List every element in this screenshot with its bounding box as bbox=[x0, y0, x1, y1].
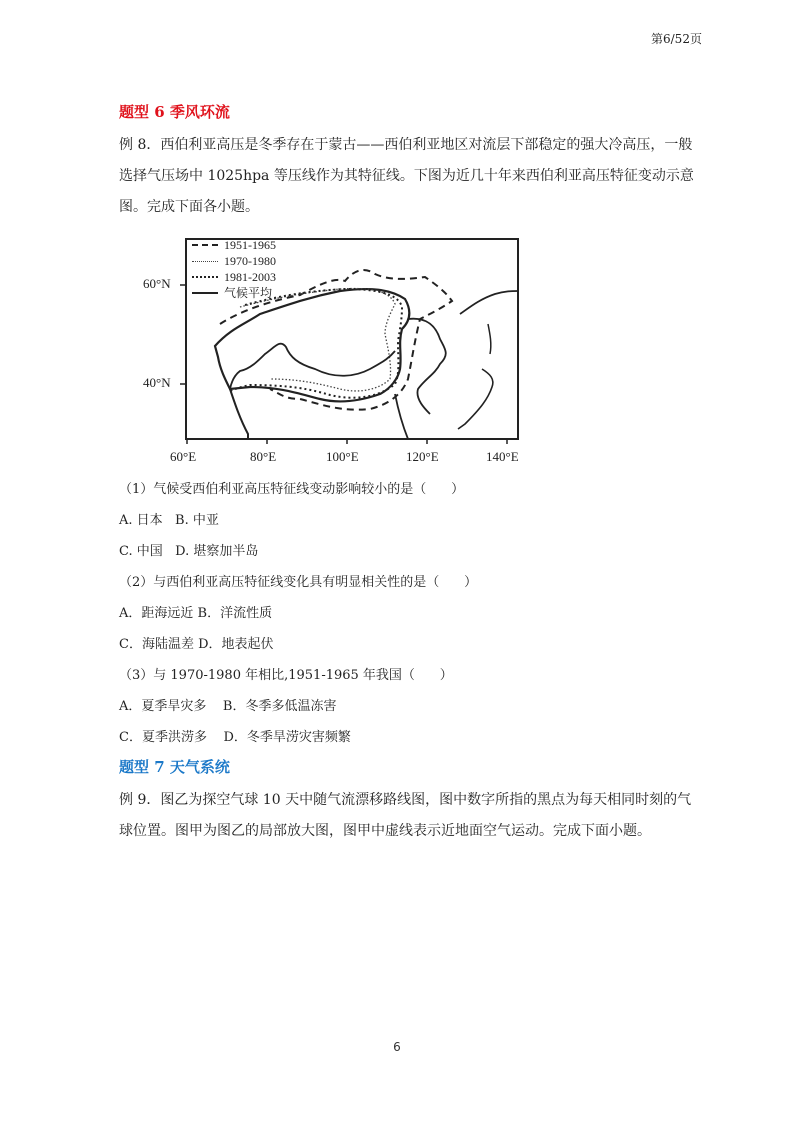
section-heading-weather-systems: 题型 7 天气系统 bbox=[119, 758, 230, 776]
legend-item-1951-1965: 1951-1965 bbox=[192, 237, 276, 253]
question-1-options-ab: A. 日本 B. 中亚 bbox=[119, 513, 219, 528]
dashed-line-icon bbox=[192, 244, 218, 246]
question-3-options-ab: A．夏季旱灾多 B．冬季多低温冻害 bbox=[119, 699, 337, 714]
page-indicator: 第6/52页 bbox=[651, 32, 702, 46]
question-3-options-cd: C．夏季洪涝多 D．冬季旱涝灾害频繁 bbox=[119, 730, 351, 745]
question-2-stem: （2）与西伯利亚高压特征线变化具有明显相关性的是（ ） bbox=[119, 575, 478, 590]
siberian-high-map-figure bbox=[140, 229, 530, 474]
dotted-line-icon bbox=[192, 276, 218, 278]
fine-dotted-line-icon bbox=[192, 261, 218, 262]
x-tick-120e: 120°E bbox=[406, 449, 439, 464]
legend-item-climate-average: 气候平均 bbox=[192, 285, 276, 301]
question-1-stem: （1）气候受西伯利亚高压特征线变动影响较小的是（ ） bbox=[119, 482, 465, 497]
example-9-intro: 例 9．图乙为探空气球 10 天中随气流漂移路线图，图中数字所指的黑点为每天相同时刻的气球位置。图甲为图乙的局部放大图，图甲中虚线表示近地面空气运动。完成下面小题。 bbox=[119, 792, 692, 839]
document-body bbox=[119, 100, 699, 847]
legend-item-1970-1980: 1970-1980 bbox=[192, 253, 276, 269]
example-8-intro: 例 8．西伯利亚高压是冬季存在于蒙古——西伯利亚地区对流层下部稳定的强大冷高压，一般选择气压场中 1025hpa 等压线作为其特征线。下图为近几十年来西伯利亚高压特征变动示意图。完成下面各小题。 bbox=[119, 137, 694, 215]
x-tick-80e: 80°E bbox=[250, 449, 277, 464]
question-2-options-cd: C．海陆温差 D．地表起伏 bbox=[119, 637, 274, 652]
question-3-stem: （3）与 1970-1980 年相比,1951-1965 年我国（ ） bbox=[119, 668, 453, 683]
section-heading-monsoon: 题型 6 季风环流 bbox=[119, 103, 230, 121]
legend-item-1981-2003: 1981-2003 bbox=[192, 269, 276, 285]
question-2 bbox=[119, 567, 699, 660]
solid-line-icon bbox=[192, 292, 218, 294]
page-number-footer: 6 bbox=[393, 1040, 401, 1054]
question-1-options-cd: C. 中国 D. 堪察加半岛 bbox=[119, 544, 259, 559]
x-tick-140e: 140°E bbox=[486, 449, 519, 464]
y-tick-40n: 40°N bbox=[143, 375, 171, 390]
map-legend bbox=[192, 237, 276, 301]
y-tick-60n: 60°N bbox=[143, 276, 171, 291]
question-1 bbox=[119, 474, 699, 567]
question-3 bbox=[119, 660, 699, 753]
question-2-options-ab: A．距海远近 B．洋流性质 bbox=[119, 606, 273, 621]
x-tick-60e: 60°E bbox=[170, 449, 197, 464]
x-tick-100e: 100°E bbox=[326, 449, 359, 464]
